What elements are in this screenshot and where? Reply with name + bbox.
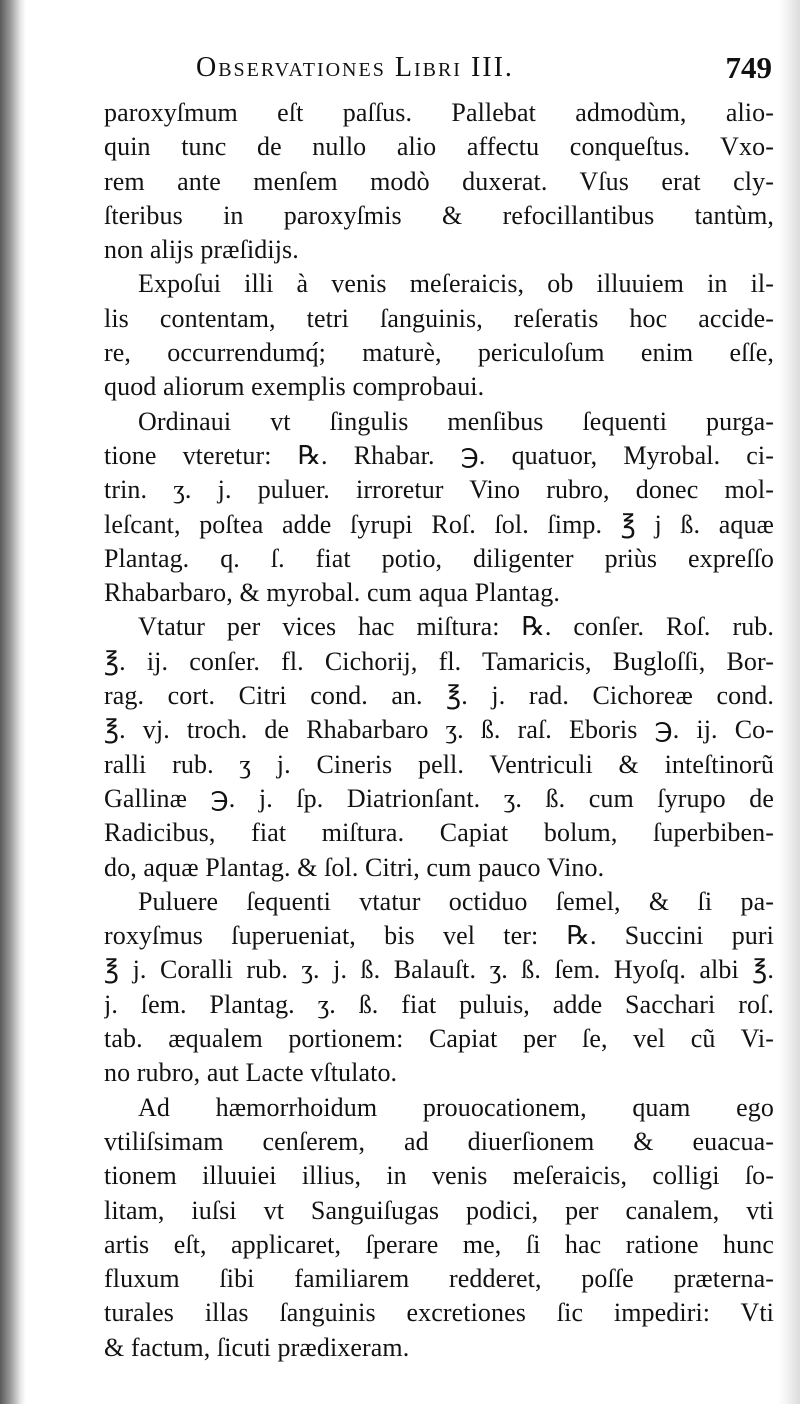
text-line: ralli rub. ʒ j. Cineris pell. Ventriculi & inteſtinorũ <box>104 749 774 779</box>
text-line: no rubro, aut Lacte vſtulato. <box>104 1058 398 1088</box>
text-line: paroxyſmum eſt paſſus. Pallebat admodùm, alio- <box>104 98 774 127</box>
text-line: trin. ʒ. j. puluer. irroretur Vino rubro, donec mol- <box>104 475 774 505</box>
text-line: roxyſmus ſuperueniat, bis vel ter: ℞. Succini puri <box>104 921 774 951</box>
text-line: turales illas ſanguinis excretiones ſic impediri: Vti <box>104 1298 774 1328</box>
text-line: rem ante menſem modò duxerat. Vſus erat cly- <box>104 166 774 196</box>
text-line: Vtatur per vices hac miſtura: ℞. conſer. Roſ. rub. <box>138 612 774 642</box>
text-line: Ordinaui vt ſingulis menſibus ſequenti purga- <box>138 406 774 436</box>
text-line: Ad hæmorrhoidum prouocationem, quam ego <box>138 1092 774 1122</box>
text-line: Plantag. q. ſ. fiat potio, diligenter priùs expreſſo <box>104 543 774 573</box>
text-line: & factum, ſicuti prædixeram. <box>104 1332 410 1362</box>
text-line: re, occurrendumq́; maturè, periculoſum enim eſſe, <box>104 338 774 368</box>
page-header <box>196 44 772 90</box>
text-line: tab. æqualem portionem: Capiat per ſe, vel cũ Vi- <box>104 1024 774 1054</box>
text-line: quin tunc de nullo alio affectu conqueſtus. Vxo- <box>104 132 774 162</box>
text-line: quod aliorum exemplis comprobaui. <box>104 372 485 402</box>
text-line: rag. cort. Citri cond. an. ℥. j. rad. Cichoreæ cond. <box>104 681 774 711</box>
text-line: do, aquæ Plantag. & ſol. Citri, cum pauco Vino. <box>104 852 605 882</box>
text-line: fluxum ſibi familiarem redderet, poſſe præternа- <box>104 1264 774 1294</box>
text-line: ℥ j. Coralli rub. ʒ. j. ß. Balauſt. ʒ. ß. ſem. Hyoſq. albi ℥. <box>104 955 774 985</box>
text-line: ſteribus in paroxyſmis & refocillantibus tantùm, <box>104 200 774 230</box>
text-line: tione vteretur: ℞. Rhabar. ℈. quatuor, Myrobal. ci- <box>104 440 774 470</box>
text-line: non alijs præſidijs. <box>104 235 299 265</box>
text-line: ℥. vj. troch. de Rhabarbaro ʒ. ß. raſ. Eboris ℈. ij. Co- <box>104 715 774 745</box>
text-line: Expoſui illi à venis meſeraicis, ob illuuiem in il- <box>138 269 774 299</box>
binding-shadow <box>0 0 26 1404</box>
page-edge-shadow <box>778 0 800 1404</box>
text-line: vtiliſsimam cenſerem, ad diuerſionem & euacua- <box>104 1126 774 1156</box>
text-line: Radicibus, fiat miſtura. Capiat bolum, ſuperbiben- <box>104 818 774 848</box>
text-line: leſcant, poſtea adde ſyrupi Roſ. ſol. ſimp. ℥ j ß. aquæ <box>104 509 774 539</box>
text-line: Rhabarbaro, & myrobal. cum aqua Plantag. <box>104 578 560 608</box>
running-title: Observationes Libri III. <box>196 52 514 83</box>
text-line: tionem illuuiei illius, in venis meſeraicis, colligi ſo- <box>104 1161 774 1191</box>
text-line: Puluere ſequenti vtatur octiduo ſemel, & ſi pa- <box>138 886 774 916</box>
text-line: ℥. ij. conſer. fl. Cichorij, fl. Tamaricis, Bugloſſi, Bor- <box>104 646 774 676</box>
text-line: litam, iuſsi vt Sanguiſugas podici, per canalem, vti <box>104 1195 774 1225</box>
text-line: j. ſem. Plantag. ʒ. ß. fiat puluis, adde Sacchari roſ. <box>104 989 774 1019</box>
text-line: Gallinæ ℈. j. ſp. Diatrionſant. ʒ. ß. cum ſyrupo de <box>104 783 774 813</box>
text-line: lis contentam, tetri ſanguinis, reſeratis hoc accide- <box>104 303 774 333</box>
text-line: artis eſt, applicaret, ſperare me, ſi hac ratione hunc <box>104 1229 774 1259</box>
body-text <box>104 96 774 1365</box>
page-number: 749 <box>725 50 772 85</box>
